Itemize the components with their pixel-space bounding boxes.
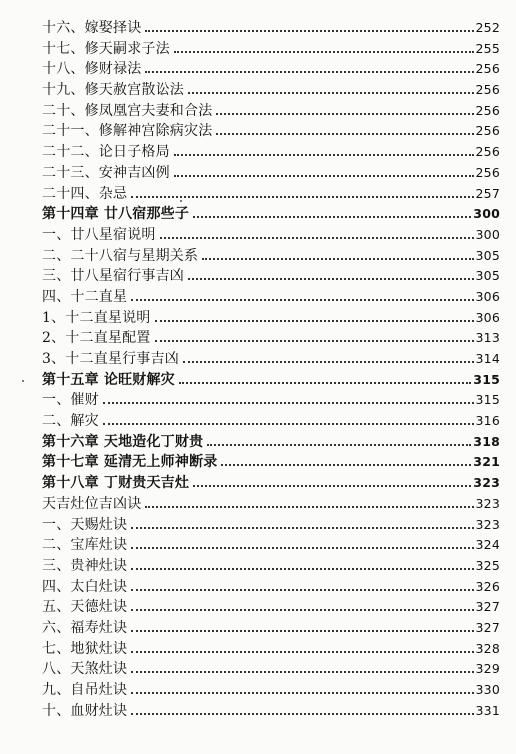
toc-entry-page-number: 252 bbox=[475, 20, 500, 35]
toc-entry bbox=[42, 266, 500, 287]
toc-entry-title: 三、廿八星宿行事吉凶 bbox=[42, 268, 184, 285]
toc-chapter-entry bbox=[42, 432, 500, 453]
toc-entry-title: 二、宝库灶诀 bbox=[42, 537, 128, 554]
dot-leader bbox=[131, 630, 473, 632]
dot-leader bbox=[131, 527, 473, 529]
dot-leader bbox=[183, 361, 474, 363]
toc-entry-page-number: 328 bbox=[475, 640, 500, 656]
toc-entry bbox=[42, 535, 500, 556]
dot-leader bbox=[145, 506, 473, 508]
toc-entry-page-number: 256 bbox=[475, 164, 500, 180]
toc-entry bbox=[42, 163, 500, 184]
toc-entry-title: 六、福寿灶诀 bbox=[42, 619, 128, 636]
toc-entry-title: 二十、修凤凰宫夫妻和合法 bbox=[42, 102, 213, 119]
toc-entry-page-number: 321 bbox=[473, 454, 500, 470]
toc-entry bbox=[42, 121, 500, 142]
toc-entry-title: 八、天煞灶诀 bbox=[42, 661, 128, 678]
toc-entry-title: 二十二、论日子格局 bbox=[42, 144, 170, 161]
toc-entry-page-number: 315 bbox=[475, 392, 500, 408]
toc-entry-page-number: 327 bbox=[475, 599, 500, 615]
toc-entry-page-number: 305 bbox=[475, 268, 500, 284]
toc-entry-page-number: 256 bbox=[475, 61, 500, 77]
toc-entry-title: 十八、修财禄法 bbox=[42, 61, 142, 78]
toc-entry bbox=[42, 246, 500, 267]
dot-leader bbox=[160, 237, 474, 239]
toc-entry bbox=[42, 659, 500, 680]
toc-entry bbox=[42, 225, 500, 246]
toc-chapter-entry bbox=[42, 370, 500, 391]
scan-speck bbox=[180, 200, 182, 202]
toc-chapter-entry bbox=[42, 473, 500, 494]
toc-entry bbox=[42, 411, 500, 432]
dot-leader bbox=[145, 30, 473, 32]
dot-leader bbox=[202, 258, 473, 260]
dot-leader bbox=[131, 609, 473, 611]
scan-speck bbox=[22, 380, 24, 382]
toc-entry-title: 二、二十八宿与星期关系 bbox=[42, 247, 199, 264]
toc-entry-page-number: 255 bbox=[475, 40, 500, 56]
dot-leader bbox=[174, 51, 474, 53]
toc-entry bbox=[42, 39, 500, 60]
dot-leader bbox=[131, 692, 473, 694]
toc-entry bbox=[42, 597, 500, 618]
toc-entry bbox=[42, 349, 500, 370]
toc-entry-title: 天吉灶位吉凶诀 bbox=[42, 495, 142, 512]
toc-entry-title: 3、十二直星行事吉凶 bbox=[42, 351, 179, 367]
dot-leader bbox=[131, 589, 473, 591]
toc-entry-title: 第十六章 天地造化丁财贵 bbox=[42, 433, 204, 450]
toc-entry bbox=[42, 287, 500, 308]
toc-entry bbox=[42, 59, 500, 80]
toc-entry-title: 1、十二直星说明 bbox=[42, 309, 151, 326]
dot-leader bbox=[179, 382, 471, 384]
table-of-contents bbox=[42, 18, 500, 721]
toc-entry-page-number: 318 bbox=[473, 433, 500, 449]
toc-entry bbox=[42, 701, 500, 722]
toc-entry-title: 十、血财灶诀 bbox=[42, 702, 128, 719]
toc-entry-title: 一、廿八星宿说明 bbox=[42, 226, 156, 243]
dot-leader bbox=[131, 568, 473, 570]
dot-leader bbox=[131, 299, 473, 301]
toc-entry-title: 五、天德灶诀 bbox=[42, 599, 128, 616]
toc-entry bbox=[42, 639, 500, 660]
toc-entry-page-number: 323 bbox=[473, 475, 500, 491]
toc-entry-page-number: 300 bbox=[475, 226, 500, 242]
toc-entry-page-number: 313 bbox=[475, 330, 500, 346]
toc-entry-title: 十七、修天嗣求子法 bbox=[42, 40, 170, 57]
toc-entry-title: 二十三、安神吉凶例 bbox=[42, 164, 170, 181]
toc-entry bbox=[42, 556, 500, 577]
toc-entry-title: 十九、修天赦宫散讼法 bbox=[42, 82, 184, 99]
toc-entry bbox=[42, 308, 500, 329]
toc-entry-page-number: 316 bbox=[475, 413, 500, 429]
toc-entry-page-number: 323 bbox=[475, 516, 500, 532]
dot-leader bbox=[145, 71, 473, 73]
toc-entry-page-number: 256 bbox=[475, 123, 500, 139]
toc-entry-title: 十六、嫁娶择诀 bbox=[42, 20, 142, 36]
dot-leader bbox=[103, 423, 474, 425]
dot-leader bbox=[131, 196, 473, 198]
toc-entry bbox=[42, 515, 500, 536]
toc-entry bbox=[42, 80, 500, 101]
toc-entry-title: 九、自吊灶诀 bbox=[42, 682, 128, 698]
toc-entry-page-number: 305 bbox=[475, 247, 500, 263]
dot-leader bbox=[193, 485, 471, 487]
toc-entry bbox=[42, 18, 500, 39]
dot-leader bbox=[155, 340, 474, 342]
toc-entry bbox=[42, 680, 500, 701]
toc-entry-title: 二、解灾 bbox=[42, 413, 99, 430]
toc-entry-title: 一、催财 bbox=[42, 392, 99, 409]
dot-leader bbox=[131, 671, 473, 673]
toc-entry-title: 一、天赐灶诀 bbox=[42, 516, 128, 533]
toc-entry-page-number: 315 bbox=[473, 371, 500, 387]
dot-leader bbox=[216, 113, 473, 115]
toc-entry-page-number: 314 bbox=[475, 351, 500, 366]
toc-entry bbox=[42, 101, 500, 122]
toc-entry-page-number: 326 bbox=[475, 578, 500, 594]
dot-leader bbox=[193, 216, 471, 218]
dot-leader bbox=[155, 320, 474, 322]
toc-entry-title: 四、十二直星 bbox=[42, 288, 128, 305]
toc-entry-page-number: 327 bbox=[475, 619, 500, 635]
dot-leader bbox=[221, 464, 471, 466]
dot-leader bbox=[188, 278, 474, 280]
toc-entry-title: 二十四、杂忌 bbox=[42, 185, 128, 202]
toc-entry-title: 四、太白灶诀 bbox=[42, 578, 128, 595]
toc-entry-page-number: 330 bbox=[475, 682, 500, 697]
toc-entry bbox=[42, 142, 500, 163]
toc-entry-title: 2、十二直星配置 bbox=[42, 330, 151, 347]
toc-entry bbox=[42, 618, 500, 639]
dot-leader bbox=[131, 547, 473, 549]
dot-leader bbox=[174, 154, 474, 156]
toc-entry bbox=[42, 390, 500, 411]
toc-entry-title: 二十一、修解神宫除病灾法 bbox=[42, 123, 213, 140]
toc-entry-page-number: 256 bbox=[475, 144, 500, 160]
toc-entry-page-number: 323 bbox=[475, 495, 500, 511]
toc-entry-page-number: 256 bbox=[475, 82, 500, 98]
toc-entry-page-number: 329 bbox=[475, 661, 500, 677]
dot-leader bbox=[131, 651, 473, 653]
toc-entry-title: 第十五章 论旺财解灾 bbox=[42, 371, 175, 388]
dot-leader bbox=[131, 713, 473, 715]
toc-entry-page-number: 324 bbox=[475, 537, 500, 553]
toc-entry-title: 第十四章 廿八宿那些子 bbox=[42, 206, 190, 223]
dot-leader bbox=[216, 133, 473, 135]
dot-leader bbox=[188, 92, 474, 94]
toc-entry-page-number: 306 bbox=[475, 309, 500, 325]
toc-chapter-entry bbox=[42, 204, 500, 225]
toc-entry-title: 第十七章 延清无上师神断录 bbox=[42, 454, 218, 471]
toc-entry-title: 七、地狱灶诀 bbox=[42, 640, 128, 657]
toc-chapter-entry bbox=[42, 452, 500, 473]
toc-entry bbox=[42, 328, 500, 349]
toc-entry bbox=[42, 577, 500, 598]
toc-entry-title: 三、贵神灶诀 bbox=[42, 557, 128, 574]
dot-leader bbox=[174, 175, 474, 177]
toc-entry-title: 第十八章 丁财贵天吉灶 bbox=[42, 475, 190, 492]
toc-entry-page-number: 257 bbox=[475, 185, 500, 201]
dot-leader bbox=[103, 402, 474, 404]
toc-entry-page-number: 325 bbox=[475, 557, 500, 573]
toc-entry bbox=[42, 184, 500, 205]
toc-entry-page-number: 331 bbox=[475, 702, 500, 718]
dot-leader bbox=[207, 444, 471, 446]
toc-entry bbox=[42, 494, 500, 515]
toc-entry-page-number: 256 bbox=[475, 102, 500, 118]
toc-entry-page-number: 300 bbox=[473, 206, 500, 222]
toc-entry-page-number: 306 bbox=[475, 288, 500, 304]
